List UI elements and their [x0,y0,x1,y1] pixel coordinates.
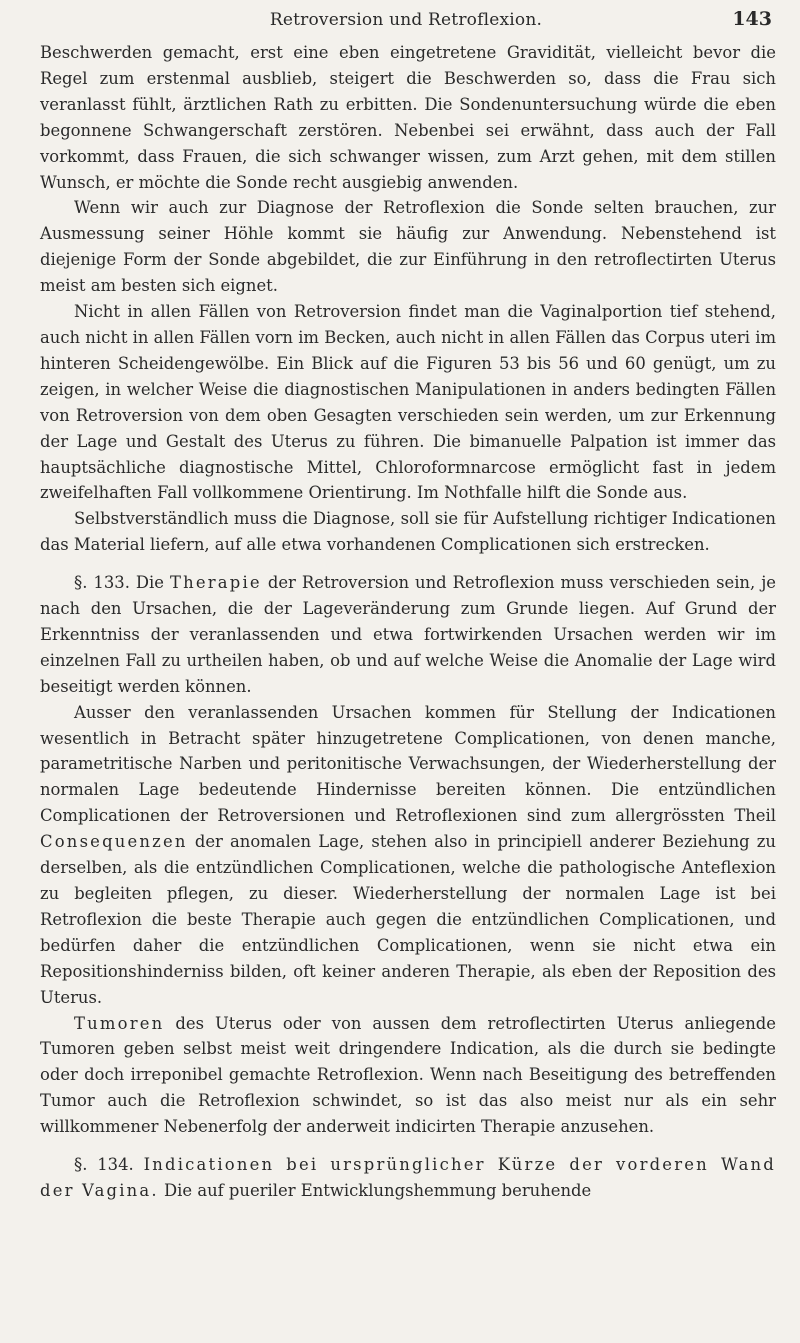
paragraph-complicationen [40,700,776,1011]
paragraph-diagnose: Selbstverständlich muss die Diagnose, soll sie für Aufstellung richtiger Indicationen das Material liefern, auf alle etwa vorhandenen Complicationen sich erstrecken. [40,509,776,555]
complicationen-text-a: Ausser den veranlassenden Ursachen kommen für Stellung der Indicationen wesentlich in Betracht später hinzugetretene Complicationen, von denen manche, parametritische Narben und peritonitische Verwachsungen, der Wiederherstellung der normalen Lage bedeutende Hindernisse bereiten können. Die entzündlichen Complicationen der Retroversionen und Retroflexionen sind zum allergrössten Theil [40,702,776,826]
running-title: Retroversion und Retroflexion. [269,10,543,30]
tumoren-text: des Uterus oder von aussen dem retroflectirten Uterus anliegende Tumoren geben selbst meist weit dringendere Indication, als die durch sie bedingte oder doch irreponibel gemachte Retroflexion. Wenn nach Beseitigung des betreffenden Tumor auch die Retroflexion schwindet, so ist das also meist nur als ein sehr willkommener Nebenerfolg der anderweit indicirten Therapie anzusehen. [40,1013,776,1137]
complicationen-text-b: der anomalen Lage, stehen also in principiell anderer Beziehung zu derselben, als die entzündlichen Complicationen, welche die pathologische Anteflexion zu begleiten pflegen, zu dieser. Wiederherstellung der normalen Lage ist bei Retroflexion die beste Therapie auch gegen die entzündlichen Complicationen, und bedürfen daher die entzündlichen Complicationen, wenn sie nicht etwa ein Repositionshinderniss bilden, oft keiner anderen Therapie, als eben der Reposition des Uterus. [40,832,776,1007]
section-133-paragraph [40,570,776,700]
paragraph-continuation: Beschwerden gemacht, erst eine eben eingetretene Gravidität, vielleicht bevor die Regel zum erstenmal ausblieb, steigert die Beschwerden so, dass die Frau sich veranlasst fühlt, ärztlichen Rath zu erbitten. Die Sondenuntersuchung würde die eben begonnene Schwangerschaft zerstören. Nebenbei sei erwähnt, dass auch der Fall vorkommt, dass Frauen, die sich schwanger wissen, zum Arzt gehen, mit dem stillen Wunsch, er möchte die Sonde recht ausgiebig anwenden. [40,43,776,192]
section-134-paragraph [40,1152,776,1204]
section-134-text: Die auf pueriler Entwicklungshemmung beruhende [158,1180,592,1200]
therapie-term: Therapie [169,573,262,593]
paragraph-sonde: Wenn wir auch zur Diagnose der Retroflexion die Sonde selten brauchen, zur Ausmessung seiner Höhle kommt sie häufig zur Anwendung. Nebenstehend ist diejenige Form der Sonde abgebildet, die zur Einführung in den retroflectirten Uterus meist am besten sich eignet. [40,198,776,296]
page-body [40,40,776,1204]
page-number: 143 [732,8,772,30]
section-134-heading: Indicationen bei ursprünglicher Kürze der vorderen Wand der Vagina. [40,1155,776,1200]
page-header [40,10,772,34]
section-133-text: der Retroversion und Retroflexion muss verschieden sein, je nach den Ursachen, die der Lageveränderung zum Grunde liegen. Auf Grund der Erkenntniss der veranlassenden und etwa fortwirkenden Ursachen werden wir im einzelnen Fall zu urtheilen haben, ob und auf welche Weise die Anomalie der Lage wird beseitigt werden können. [40,573,776,696]
paragraph-tumoren [40,1011,776,1141]
section-134-lead: §. 134. [74,1155,144,1175]
tumoren-term: Tumoren [74,1013,165,1033]
consequenzen-term: Consequenzen [40,832,188,852]
section-133-lead: §. 133. Die [74,573,170,593]
paragraph-retroversion: Nicht in allen Fällen von Retroversion findet man die Vaginalportion tief stehend, auch nicht in allen Fällen vorn im Becken, auch nicht in allen Fällen das Corpus uteri im hinteren Scheidengewölbe. Ein Blick auf die Figuren 53 bis 56 und 60 genügt, um zu zeigen, in welcher Weise die diagnostischen Manipulationen in anders bedingten Fällen von Retroversion von dem oben Gesagten verschieden sein werden, um zur Erkennung der Lage und Gestalt des Uterus zu führen. Die bimanuelle Palpation ist immer das hauptsächliche diagnostische Mittel, Chloroformnarcose ermöglicht fast in jedem zweifelhaften Fall vollkommene Orientirung. Im Nothfalle hilft die Sonde aus. [40,302,776,503]
